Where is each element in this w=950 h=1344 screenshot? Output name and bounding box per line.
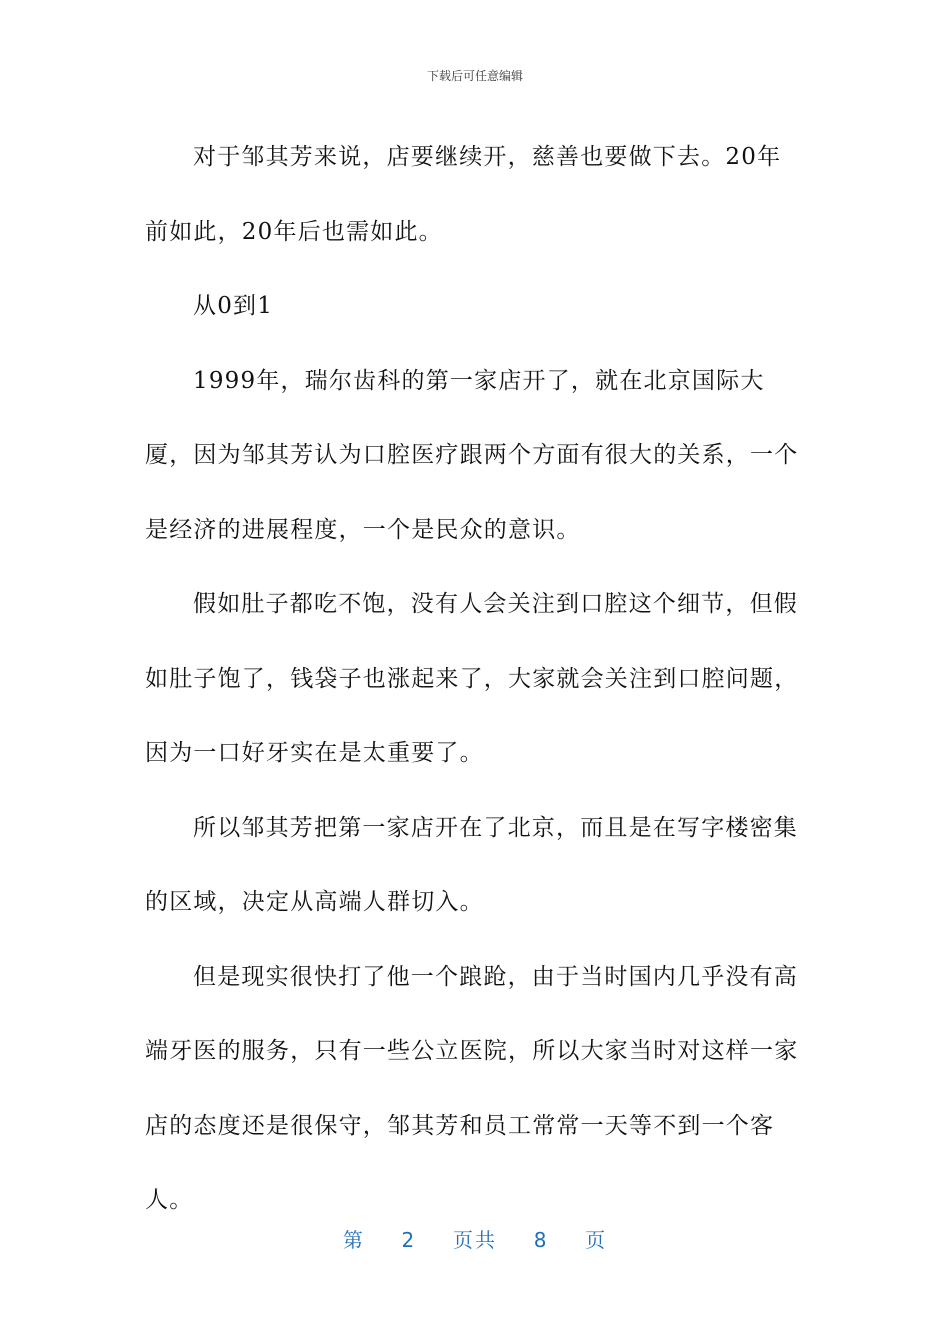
total-pages: 8 [533, 1228, 549, 1252]
section-heading: 从0到1 [193, 293, 274, 319]
page-suffix: 页 [585, 1228, 608, 1252]
page-prefix: 第 [342, 1228, 365, 1252]
paragraph-4: 所以邹其芳把第一家店开在了北京，而且是在写字楼密集的区域，决定从高端人群切入。 [145, 814, 798, 915]
page-footer [0, 1224, 950, 1253]
paragraph-3: 假如肚子都吃不饱，没有人会关注到口腔这个细节，但假如肚子饱了，钱袋子也涨起来了，大家就会关注到口腔问题，因为一口好牙实在是太重要了。 [145, 591, 799, 766]
document-body [145, 120, 805, 1238]
paragraph-5: 但是现实很快打了他一个踉跄，由于当时国内几乎没有高端牙医的服务，只有一些公立医院，所以大家当时对这样一家店的态度还是很保守，邹其芳和员工常常一天等不到一个客人。 [145, 963, 799, 1213]
paragraph-1: 对于邹其芳来说，店要继续开，慈善也要做下去。20年前如此，20年后也需如此。 [145, 144, 782, 245]
page-header: 下载后可任意编辑 [426, 69, 523, 83]
page-mid: 页共 [453, 1228, 497, 1252]
page-number: 2 [401, 1228, 417, 1252]
paragraph-2: 1999年，瑞尔齿科的第一家店开了，就在北京国际大厦，因为邹其芳认为口腔医疗跟两个方面有很大的关系，一个是经济的进展程度，一个是民众的意识。 [145, 367, 799, 543]
